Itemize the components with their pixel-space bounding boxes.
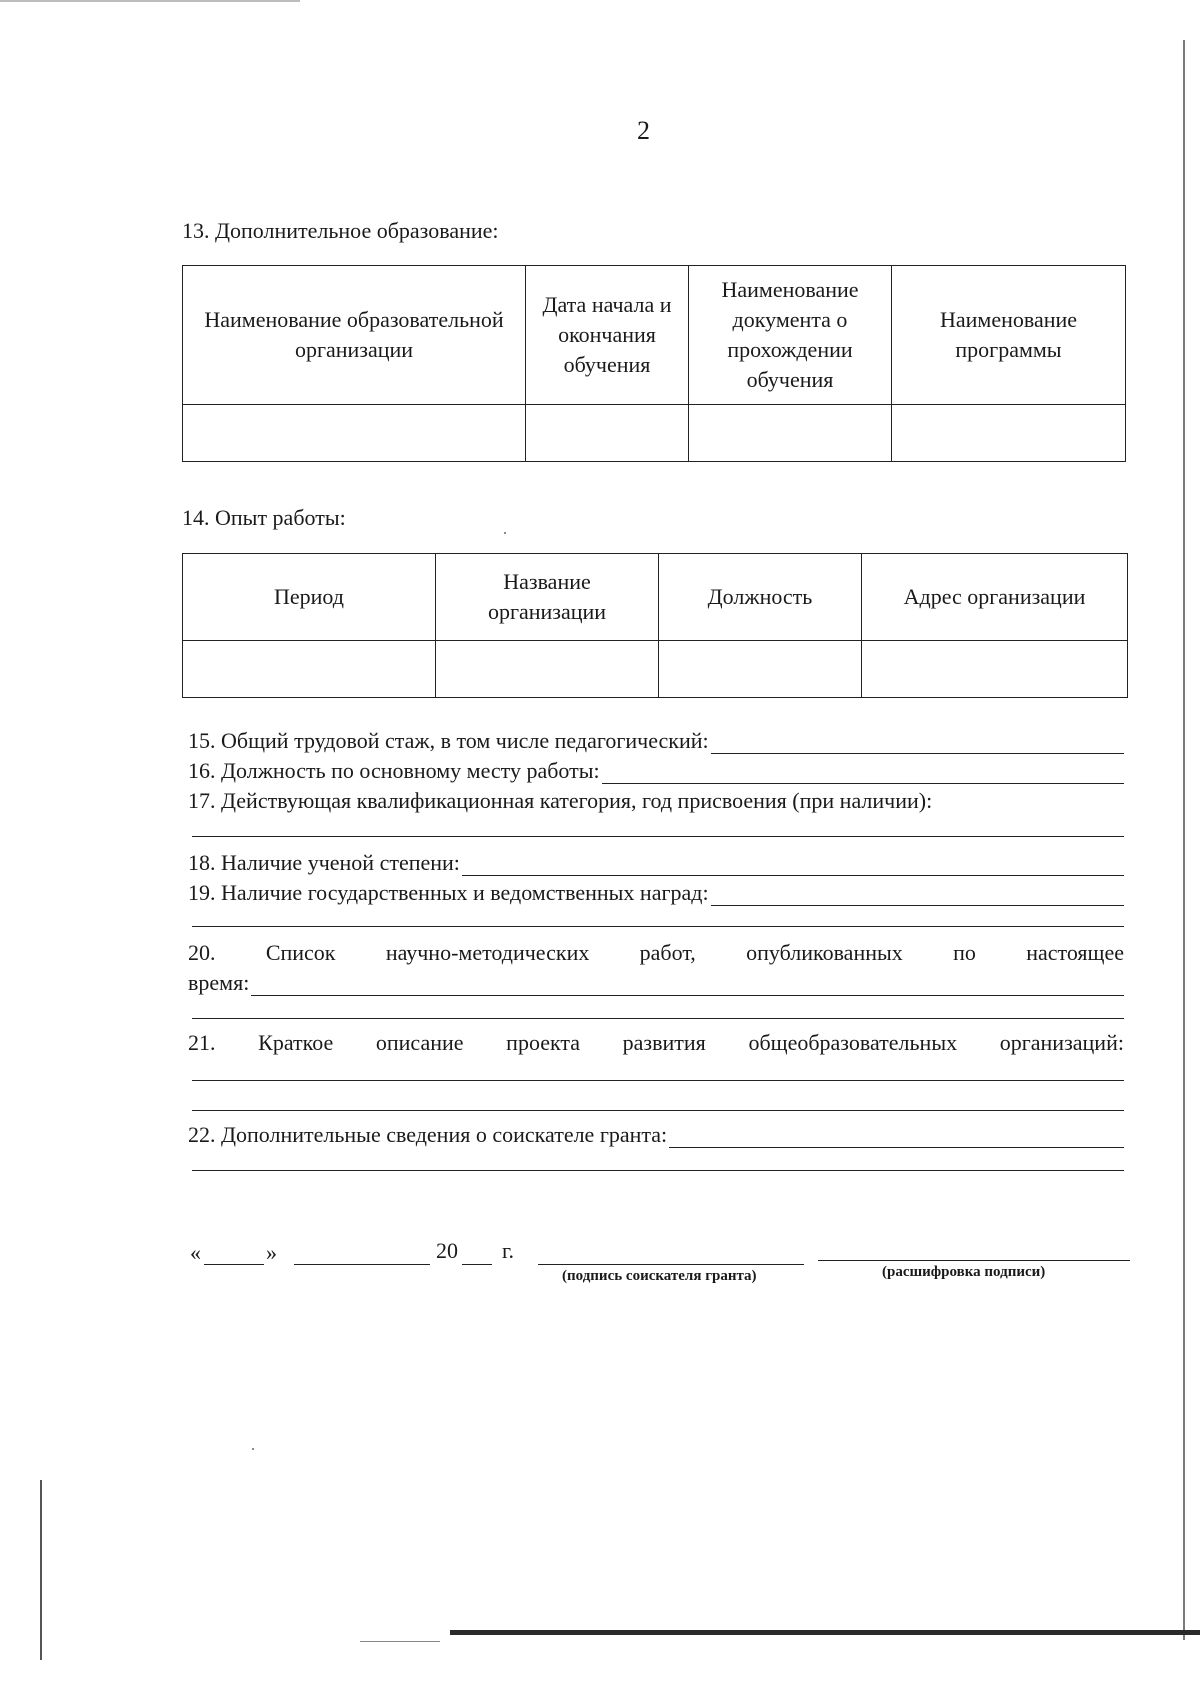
year-prefix: 20: [436, 1238, 458, 1263]
field-20-line-1: [188, 940, 1124, 966]
education-table: [182, 265, 1126, 462]
word: 20.: [188, 940, 216, 965]
decode-caption: (расшифровка подписи): [882, 1264, 1046, 1280]
column-header: Наименование образовательной организации: [183, 266, 526, 405]
field-17-label: 17. Действующая квалификационная категория, год присвоения (при наличии):: [188, 788, 933, 813]
field-19-input-extra[interactable]: [192, 926, 1124, 927]
field-20-input[interactable]: [251, 973, 1124, 996]
column-header: Дата начала и окончания обучения: [526, 266, 689, 405]
work-experience-table: [182, 553, 1128, 698]
word: работ,: [639, 940, 696, 965]
field-22-label: 22. Дополнительные сведения о соискателе гранта:: [188, 1122, 668, 1147]
column-header: Наименование программы: [892, 266, 1126, 405]
year-input[interactable]: [462, 1240, 492, 1265]
open-quote: «: [190, 1240, 201, 1265]
scan-edge-top: [0, 0, 300, 2]
field-17-input[interactable]: [192, 836, 1124, 837]
field-19-label: 19. Наличие государственных и ведомственных наград:: [188, 880, 709, 905]
table-row: [183, 641, 1128, 698]
section-13-heading: 13. Дополнительное образование:: [182, 218, 499, 243]
scan-edge-right: [1183, 40, 1185, 1640]
year-suffix: г.: [502, 1238, 515, 1263]
field-18-label: 18. Наличие ученой степени:: [188, 850, 460, 875]
field-18: [188, 850, 1124, 876]
table-cell[interactable]: [183, 641, 436, 698]
field-20: [188, 970, 1124, 996]
table-cell[interactable]: [526, 405, 689, 462]
table-cell[interactable]: [659, 641, 862, 698]
field-20-label: время:: [188, 970, 250, 995]
field-15-input[interactable]: [711, 731, 1124, 754]
signature-decode-input[interactable]: [818, 1236, 1130, 1261]
field-22-input[interactable]: [669, 1125, 1124, 1148]
word: по: [953, 940, 976, 965]
field-22: [188, 1122, 1124, 1148]
field-17: [188, 788, 1124, 814]
scan-edge-bottom-dash: [360, 1641, 440, 1642]
field-22-input-extra[interactable]: [192, 1170, 1124, 1171]
month-input[interactable]: [294, 1240, 430, 1265]
field-15-label: 15. Общий трудовой стаж, в том числе педагогический:: [188, 728, 709, 753]
word: организаций:: [999, 1030, 1124, 1055]
table-cell[interactable]: [183, 405, 526, 462]
column-header: Название организации: [436, 554, 659, 641]
close-quote: »: [266, 1240, 277, 1265]
field-21-line: [188, 1030, 1124, 1056]
field-16-input[interactable]: [602, 761, 1124, 784]
field-19: [188, 880, 1124, 906]
field-18-input[interactable]: [462, 853, 1124, 876]
column-header: Наименование документа о прохождении обучения: [689, 266, 892, 405]
field-20-input-extra[interactable]: [192, 1018, 1124, 1019]
signature-caption: (подпись соискателя гранта): [562, 1268, 757, 1284]
section-14-heading: 14. Опыт работы:: [182, 505, 346, 530]
word: проекта: [506, 1030, 581, 1055]
work-table-header: [183, 554, 1128, 641]
table-cell[interactable]: [892, 405, 1126, 462]
education-table-header: [183, 266, 1126, 405]
signature-input[interactable]: [538, 1240, 804, 1265]
word: Краткое: [258, 1030, 334, 1055]
day-input[interactable]: [204, 1240, 264, 1265]
table-cell[interactable]: [436, 641, 659, 698]
word: Список: [265, 940, 336, 965]
scan-speck: [252, 1448, 254, 1450]
page-number: 2: [637, 116, 650, 145]
field-16: [188, 758, 1124, 784]
table-cell[interactable]: [862, 641, 1128, 698]
word: описание: [375, 1030, 464, 1055]
scan-edge-left: [40, 1480, 42, 1660]
word: опубликованных: [746, 940, 903, 965]
field-21-input[interactable]: [192, 1080, 1124, 1081]
field-16-label: 16. Должность по основному месту работы:: [188, 758, 600, 783]
word: настоящее: [1026, 940, 1124, 965]
signature-row: [190, 1240, 1130, 1300]
word: общеобразовательных: [748, 1030, 958, 1055]
table-row: [183, 405, 1126, 462]
field-15: [188, 728, 1124, 754]
column-header: Должность: [659, 554, 862, 641]
scan-edge-bottom: [450, 1630, 1200, 1635]
column-header: Адрес организации: [862, 554, 1128, 641]
field-19-input[interactable]: [711, 883, 1124, 906]
word: 21.: [188, 1030, 216, 1055]
field-21-input-extra[interactable]: [192, 1110, 1124, 1111]
scan-speck: [504, 532, 506, 534]
column-header: Период: [183, 554, 436, 641]
word: научно-методических: [385, 940, 590, 965]
table-cell[interactable]: [689, 405, 892, 462]
word: развития: [622, 1030, 706, 1055]
